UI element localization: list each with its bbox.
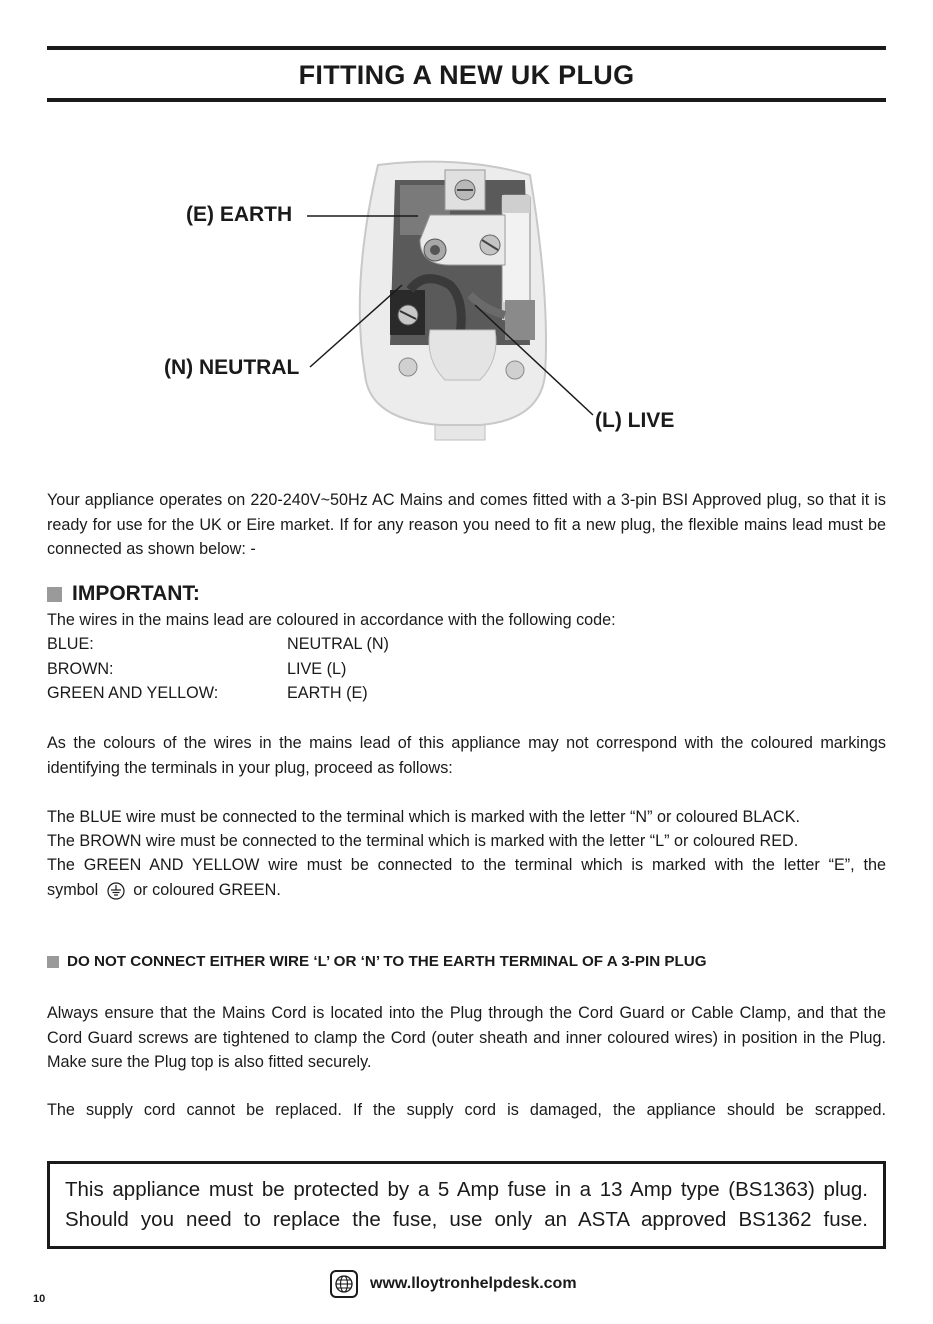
plug-diagram (150, 135, 710, 445)
fuse-notice-box (47, 1161, 886, 1249)
colour-name: BLUE: (47, 635, 94, 653)
colour-meaning: NEUTRAL (N) (287, 635, 389, 653)
colour-row (47, 632, 389, 657)
earth-symbol-icon (107, 882, 125, 900)
plug-illustration (150, 135, 710, 445)
earth-symbol-line (47, 878, 886, 903)
live-label: (L) LIVE (595, 409, 675, 432)
top-rule (47, 46, 886, 50)
colour-row (47, 681, 389, 706)
colour-name: GREEN AND YELLOW: (47, 684, 219, 702)
supply-cord-paragraph: The supply cord cannot be replaced. If the supply cord is damaged, the appliance should be scrapped. (47, 1101, 886, 1119)
blue-wire-instruction: The BLUE wire must be connected to the terminal which is marked with the letter “N” or coloured BLACK. (47, 808, 801, 826)
live-terminal (505, 300, 535, 340)
bullet-square-icon (47, 587, 62, 602)
colour-row (47, 657, 389, 682)
bullet-square-icon (47, 956, 59, 968)
footer-website (330, 1270, 577, 1298)
important-text: The wires in the mains lead are coloured in accordance with the following code: (47, 611, 616, 629)
earth-label: (E) EARTH (186, 203, 293, 226)
wire-colour-code (47, 632, 389, 706)
symbol-suffix: or coloured GREEN. (133, 881, 281, 899)
intro-paragraph: Your appliance operates on 220-240V~50Hz AC Mains and comes fitted with a 3-pin BSI Approved plug, so that it is ready for use for the UK or Eire market. If for any reason you need to fit a new plug, the flexible mains lead must be connected as shown below: - (47, 491, 886, 558)
warning-text: DO NOT CONNECT EITHER WIRE ‘L’ OR ‘N’ TO THE EARTH TERMINAL OF A 3-PIN PLUG (67, 953, 707, 970)
important-label: IMPORTANT: (72, 582, 200, 605)
cord-guard-paragraph: Always ensure that the Mains Cord is located into the Plug through the Cord Guard or Cable Clamp, and that the Cord Guard screws are tightened to clamp the Cord (outer sheath and inner coloured wires) in position in the Plug. Make sure the Plug top is also fitted securely. (47, 1004, 886, 1071)
brown-wire-instruction: The BROWN wire must be connected to the terminal which is marked with the letter “L” or coloured RED. (47, 832, 799, 850)
green-yellow-wire-instruction: The GREEN AND YELLOW wire must be connected to the terminal which is marked with the letter “E”, the (47, 856, 886, 874)
important-heading (47, 582, 200, 606)
globe-icon (330, 1270, 358, 1298)
colour-name: BROWN: (47, 659, 114, 678)
symbol-prefix: symbol (47, 881, 99, 899)
neutral-label: (N) NEUTRAL (164, 356, 300, 379)
warning-line (47, 953, 707, 970)
website-link[interactable]: www.lloytronhelpdesk.com (370, 1275, 577, 1292)
page-title: FITTING A NEW UK PLUG (298, 60, 635, 90)
colour-meaning: LIVE (L) (287, 659, 347, 678)
colours-note: As the colours of the wires in the mains lead of this appliance may not correspond with the coloured markings identifying the terminals in your plug, proceed as follows: (47, 734, 886, 777)
fuse-notice-line-2: Should you need to replace the fuse, use only an ASTA approved BS1362 fuse. (65, 1208, 868, 1231)
page-number: 10 (33, 1293, 46, 1305)
fuse-notice-line-1: This appliance must be protected by a 5 Amp fuse in a 13 Amp type (BS1363) plug. (65, 1178, 868, 1201)
colour-meaning: EARTH (E) (287, 684, 368, 702)
title-underline (47, 98, 886, 102)
